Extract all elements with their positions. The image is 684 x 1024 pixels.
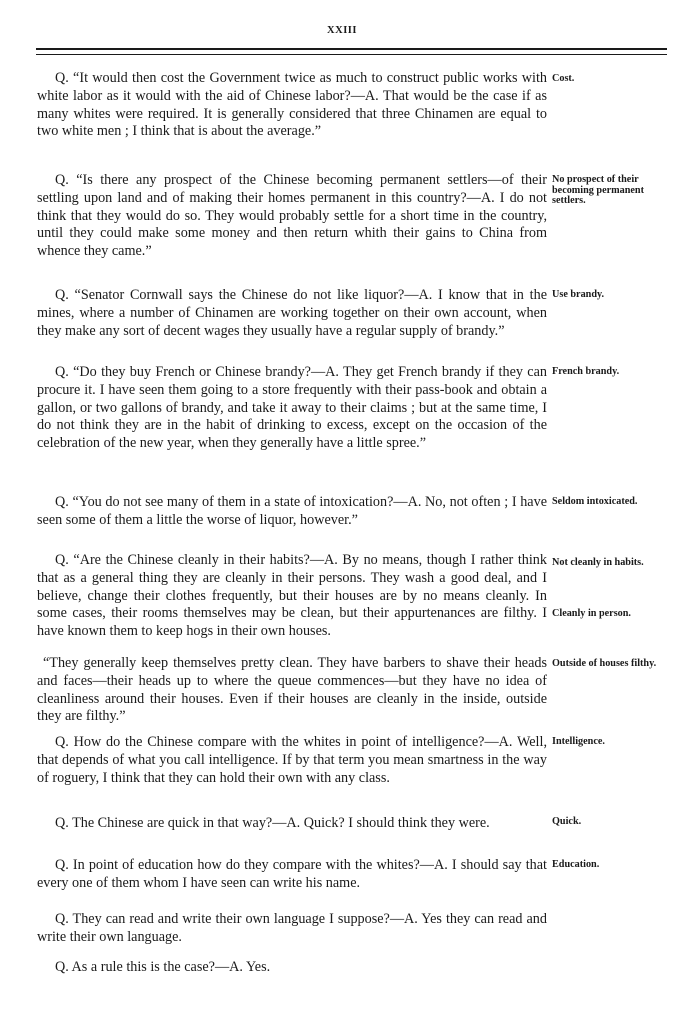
paragraph-intelligence: Q. How do the Chinese compare with the whites in point of intelligence?—A. Well, that depends of what you call intelligence. If by that term you mean smartness in the way of roguery, I think that they can hold their own with any class.: [37, 734, 547, 786]
margin-note-quick: Quick.: [552, 816, 582, 827]
header-rule-thick: [36, 48, 667, 50]
margin-note-not-cleanly: Not cleanly in habits.: [552, 557, 644, 568]
paragraph-own-language: Q. They can read and write their own language I suppose?—A. Yes they can read and write their own language.: [37, 911, 547, 945]
margin-note-use-brandy: Use brandy.: [552, 289, 605, 300]
paragraph-quick: Q. The Chinese are quick in that way?—A. Quick? I should think they were.: [55, 815, 490, 831]
page-number: XXIII: [327, 25, 357, 36]
paragraph-french-brandy: Q. “Do they buy French or Chinese brandy?—A. They get French brandy if they can procure it. I have seen them going to a store frequently with their pass-book and obtain a gallon, or two gallons of brandy, and take it away to their claims ; but at the same time, I do not think they are in the habit of drinking to excess, except on the occasion of the celebration of the new year, when they generally have a little spree.”: [37, 364, 547, 452]
paragraph-barbers: “They generally keep themselves pretty clean. They have barbers to shave their heads and faces—their heads up to where the queue commences—but they have no idea of cleanliness around their houses. Even if their houses are cleanly in the inside, outside they are filthy.”: [37, 655, 547, 725]
margin-note-cost: Cost.: [552, 73, 575, 84]
paragraph-intoxication: Q. “You do not see many of them in a state of intoxication?—A. No, not often ; I have seen some of them a little the worse of liquor, however.”: [37, 494, 547, 528]
header-rule-thin: [36, 54, 667, 55]
margin-note-french-brandy: French brandy.: [552, 366, 620, 377]
margin-note-seldom-intoxicated: Seldom intoxicated.: [552, 496, 638, 507]
margin-note-no-prospect: No prospect of their becoming permanent settlers.: [552, 174, 644, 206]
margin-note-outside-filthy: Outside of houses filthy.: [552, 658, 657, 669]
paragraph-cleanly-habits: Q. “Are the Chinese cleanly in their habits?—A. By no means, though I rather think that as a general thing they are cleanly in their persons. They wash a good deal, and I believe, change their clothes frequently, but their houses are by no means cleanly. In some cases, their rooms themselves may be clean, but their appurtenances are filthy. I have known them to keep hogs in their own houses.: [37, 552, 547, 640]
paragraph-cost: Q. “It would then cost the Government twice as much to construct public works with white labor as it would with the aid of Chinese labor?—A. That would be the case if as many whites were required. It is generally considered that three Chinamen are equal to two white men ; I think that is about the average.”: [37, 70, 547, 140]
paragraph-liquor: Q. “Senator Cornwall says the Chinese do not like liquor?—A. I know that in the mines, where a number of Chinamen are working together on their own account, when they make any sort of decent wages they usually have a regular supply of brandy.”: [37, 287, 547, 339]
margin-note-intelligence: Intelligence.: [552, 736, 605, 747]
paragraph-as-a-rule: Q. As a rule this is the case?—A. Yes.: [55, 959, 271, 975]
margin-note-cleanly-in-person: Cleanly in person.: [552, 608, 631, 619]
paragraph-education: Q. In point of education how do they compare with the whites?—A. I should say that every one of them whom I have seen can write his name.: [37, 857, 547, 891]
paragraph-permanent-settlers: Q. “Is there any prospect of the Chinese becoming permanent settlers—of their settling upon land and of making their homes permanent in this country?—A. I do not think that they would do so. They would probably settle for a short time in the country, until they could make some money and then return whith their gains to China from whence they came.”: [37, 172, 547, 260]
margin-note-education: Education.: [552, 859, 600, 870]
